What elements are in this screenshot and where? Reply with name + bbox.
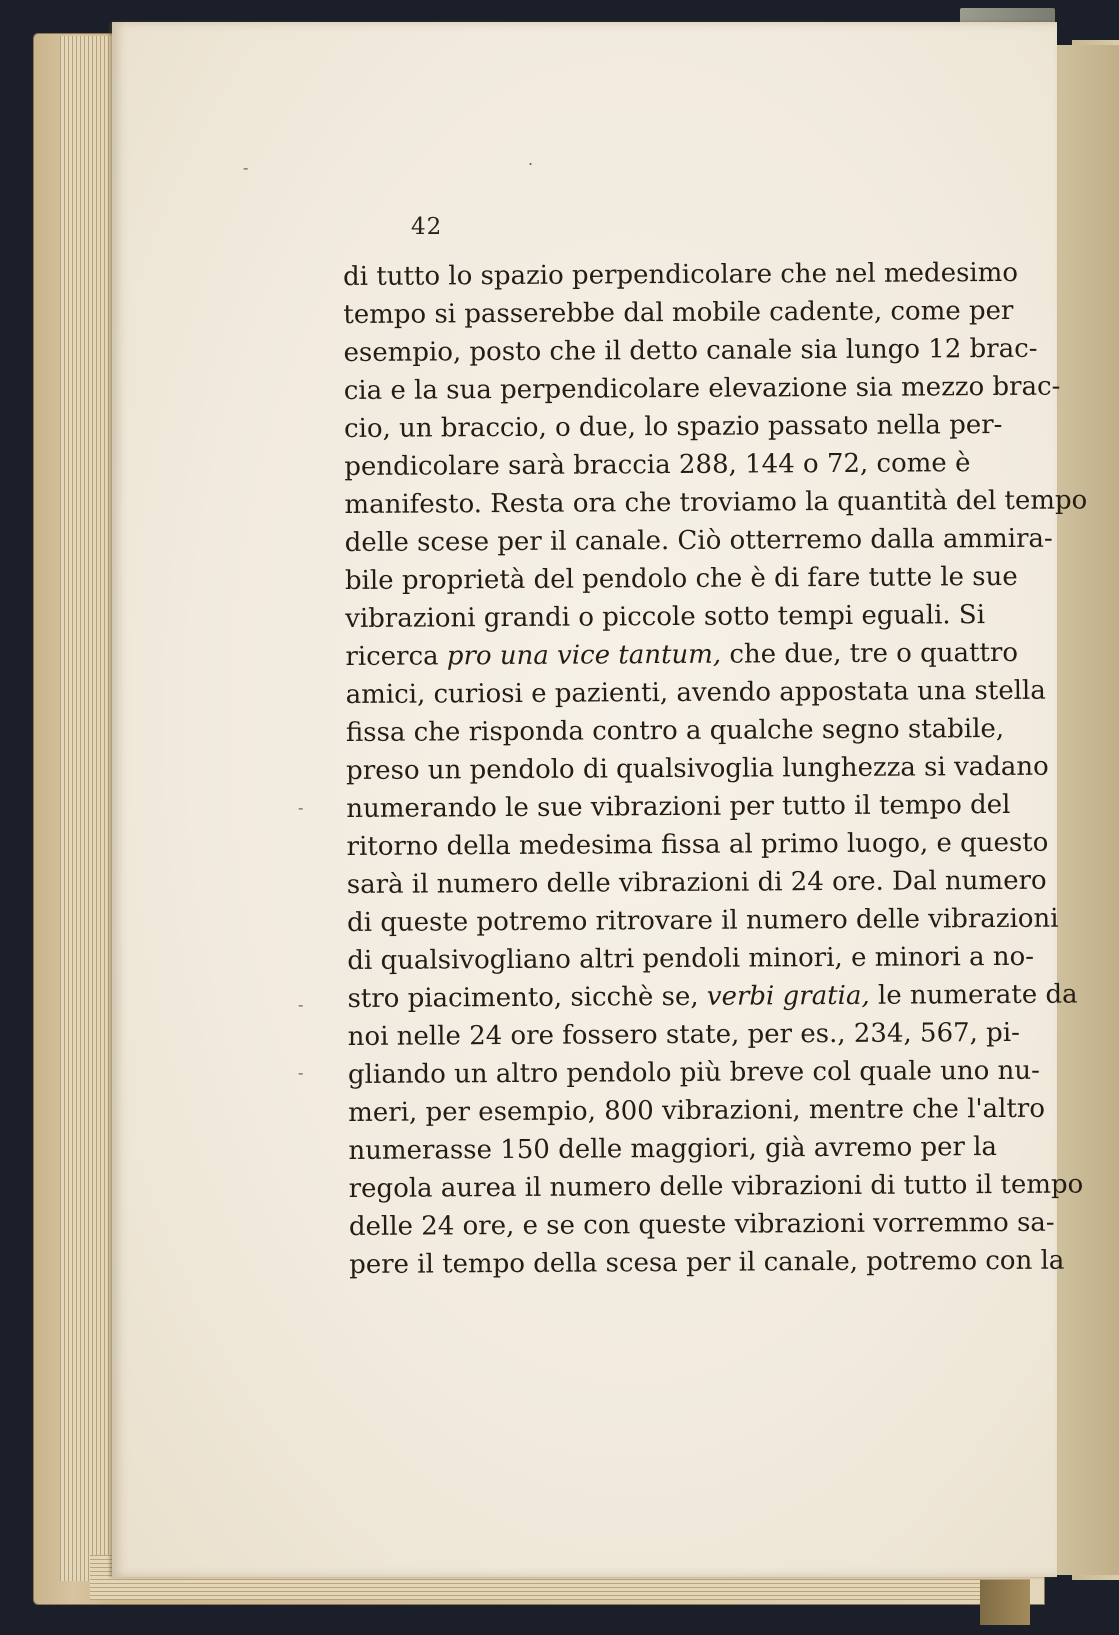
text-line (345, 672, 1046, 714)
text-segment: amici, curiosi e pazienti, avendo appostata una stella (345, 675, 1046, 710)
text-line (344, 520, 1053, 562)
text-line (348, 1128, 998, 1170)
text-segment: che due, tre o quattro (721, 637, 1019, 670)
text-segment: delle scese per il canale. Ciò otterremo dalla ammira- (344, 523, 1053, 558)
text-segment: vibrazioni grandi o piccole sotto tempi eguali. Si (345, 600, 986, 634)
text-segment: manifesto. Resta ora che troviamo la quantità del tempo (344, 485, 1088, 520)
text-line (347, 976, 1078, 1018)
text-segment: bile proprietà del pendolo che è di fare tutte le sue (344, 561, 1018, 596)
text-segment: regola aurea il numero delle vibrazioni di tutto il tempo (348, 1169, 1084, 1204)
text-line (348, 1166, 1084, 1208)
text-line (346, 900, 1059, 942)
text-segment: sarà il numero delle vibrazioni di 24 ore. Dal numero (346, 865, 1047, 900)
page-number: 42 (411, 214, 443, 240)
text-line (343, 368, 1061, 410)
text-line (347, 1014, 1020, 1056)
text-line (348, 1090, 1046, 1132)
text-segment: fissa che risponda contro a qualche segno stabile, (345, 713, 1005, 748)
text-segment: cio, un braccio, o due, lo spazio passato nella per- (343, 409, 1003, 444)
text-line (344, 444, 971, 486)
italic-phrase: verbi gratia, (706, 980, 870, 1012)
text-segment: le numerate da (869, 979, 1078, 1011)
text-segment: di tutto lo spazio perpendicolare che nel medesimo (343, 257, 1019, 292)
page-stack-edges-left (60, 36, 112, 1581)
text-segment: esempio, posto che il detto canale sia lungo 12 brac- (343, 333, 1038, 368)
text-line (347, 1052, 1040, 1094)
text-line (343, 406, 1003, 448)
speck: - (298, 995, 304, 1014)
speck: - (298, 798, 304, 817)
text-segment: meri, per esempio, 800 vibrazioni, mentre che l'altro (348, 1093, 1046, 1128)
text-segment: di qualsivogliano altri pendoli minori, e minori a no- (347, 941, 1035, 976)
text-segment: stro piacimento, sicchè se, (347, 981, 707, 1014)
text-line (346, 786, 1011, 828)
text-line (345, 634, 1019, 676)
text-line (345, 596, 986, 638)
text-segment: cia e la sua perpendicolare elevazione sia mezzo brac- (343, 371, 1061, 406)
text-line (348, 1204, 1055, 1246)
text-line (343, 330, 1038, 372)
text-line (343, 292, 1014, 334)
text-line (346, 862, 1047, 904)
text-segment: gliando un altro pendolo più breve col quale uno nu- (347, 1055, 1040, 1090)
text-segment: noi nelle 24 ore fossero state, per es., 234, 567, pi- (347, 1017, 1020, 1052)
bottom-clip (980, 1580, 1030, 1625)
text-segment: tempo si passerebbe dal mobile cadente, come per (343, 295, 1014, 330)
text-line (349, 1242, 1065, 1284)
text-line (345, 710, 1005, 752)
text-segment: numerasse 150 delle maggiori, già avremo per la (348, 1132, 998, 1166)
body-text (343, 254, 1088, 1284)
text-line (346, 824, 1049, 866)
text-segment: preso un pendolo di qualsivoglia lunghezza si vadano (346, 751, 1049, 786)
text-segment: pendicolare sarà braccia 288, 144 o 72, come è (344, 448, 971, 482)
speck: - (298, 1063, 304, 1082)
text-line (344, 482, 1088, 524)
text-segment: di queste potremo ritrovare il numero delle vibrazioni (346, 903, 1059, 938)
text-line (347, 938, 1035, 980)
text-line (346, 748, 1049, 790)
italic-phrase: pro una vice tantum, (446, 639, 722, 672)
text-segment: numerando le sue vibrazioni per tutto il tempo del (346, 789, 1011, 824)
speck: - (243, 158, 249, 177)
text-line (344, 558, 1018, 600)
text-segment: ritorno della medesima fissa al primo luogo, e questo (346, 827, 1049, 862)
text-segment: ricerca (345, 641, 447, 672)
text-segment: delle 24 ore, e se con queste vibrazioni vorremmo sa- (348, 1207, 1055, 1242)
text-segment: pere il tempo della scesa per il canale, potremo con la (349, 1245, 1065, 1280)
speck: . (528, 150, 534, 169)
text-line (343, 254, 1019, 296)
